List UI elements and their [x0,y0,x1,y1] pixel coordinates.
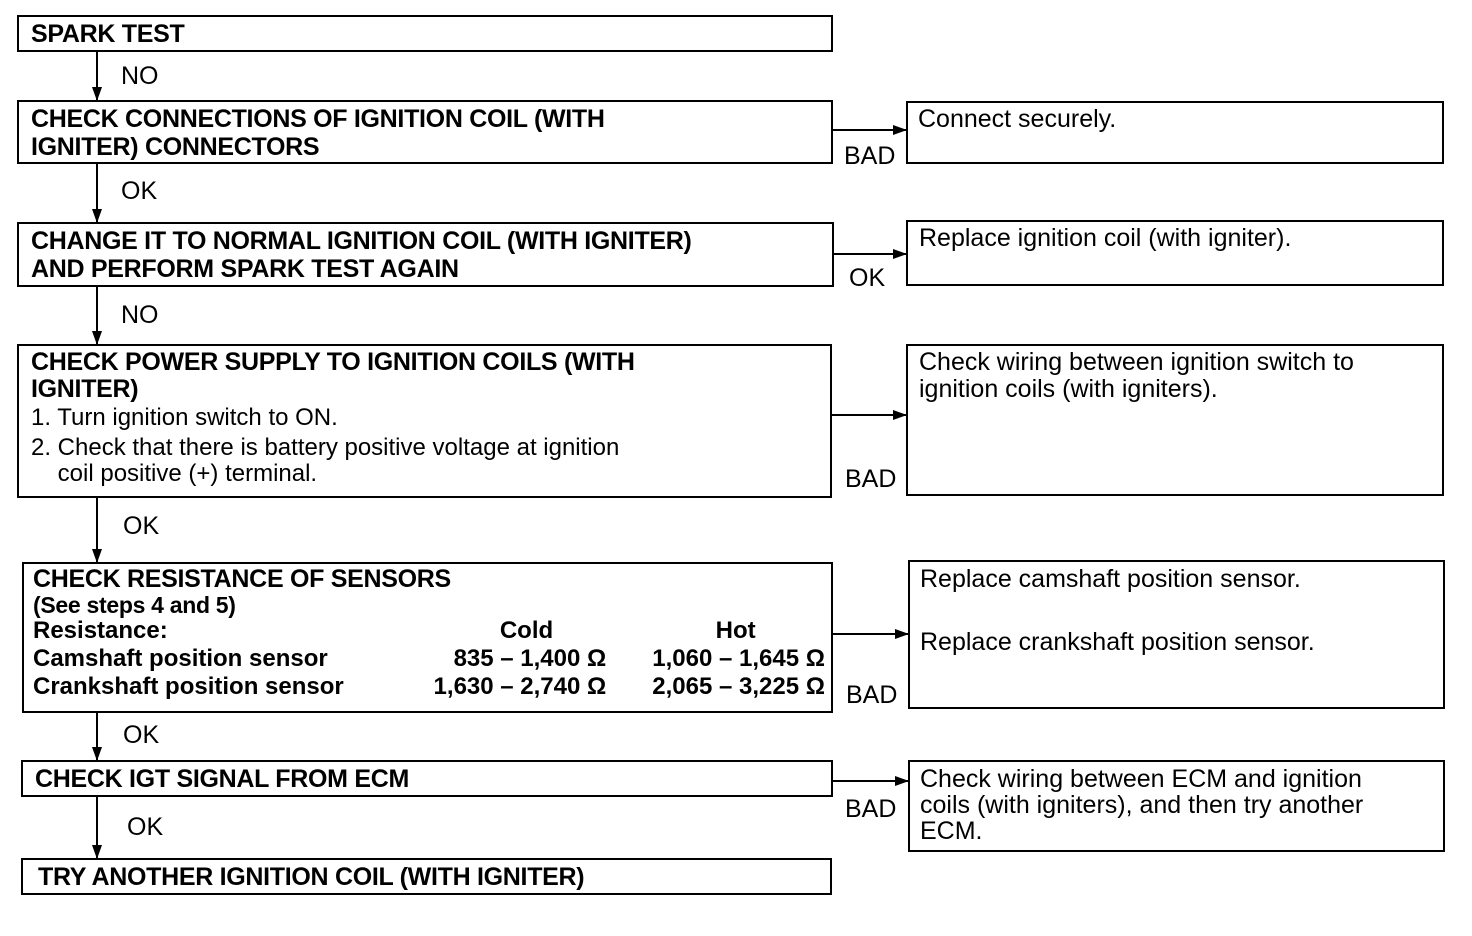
flow-label-bad: BAD [846,681,898,709]
flow-label-ok: OK [123,721,160,749]
step-spark-test-title: SPARK TEST [31,20,185,48]
resistance-table-header-row [33,617,825,645]
action-check-wiring-ignition-switch [906,344,1444,496]
flow-label-no: NO [121,301,159,329]
step-igt-signal [21,760,833,797]
flow-label-ok: OK [123,512,160,540]
action-check-wiring-ecm-line1: Check wiring between ECM and ignition [920,765,1362,793]
step-power-supply-item1: 1. Turn ignition switch to ON. [31,404,338,431]
action-replace-crankshaft-sensor: Replace crankshaft position sensor. [920,628,1315,656]
action-replace-ignition-coil-text: Replace ignition coil (with igniter). [919,224,1292,252]
sensor-name-cell: Camshaft position sensor [33,645,328,672]
action-replace-ignition-coil [906,220,1444,286]
flow-label-ok-side: OK [849,264,886,292]
resistance-spec-table [33,617,825,701]
hot-resistance-cell: 1,060 – 1,645 Ω [652,645,825,672]
cold-resistance-cell: 1,630 – 2,740 Ω [433,673,607,700]
action-connect-securely [906,101,1444,164]
resistance-header-label: Resistance: [33,617,168,644]
flow-label-bad: BAD [845,795,897,823]
sensor-name-cell: Crankshaft position sensor [33,673,344,700]
flow-label-ok: OK [121,177,158,205]
step-try-another-coil-title: TRY ANOTHER IGNITION COIL (WITH IGNITER) [38,863,585,891]
step-change-coil-title-line2: AND PERFORM SPARK TEST AGAIN [31,255,459,283]
step-try-another-coil [21,858,832,895]
step-power-supply [17,344,832,498]
cold-resistance-cell: 835 – 1,400 Ω [453,645,607,672]
step-power-supply-item2-line2: coil positive (+) terminal. [31,460,318,487]
step-spark-test [17,15,833,52]
action-check-wiring-ecm [908,760,1445,852]
step-change-coil-title-line1: CHANGE IT TO NORMAL IGNITION COIL (WITH IGNITER) [31,227,692,255]
step-check-connections-title-line1: CHECK CONNECTIONS OF IGNITION COIL (WITH [31,105,605,133]
step-check-connections-title-line2: IGNITER) CONNECTORS [31,133,320,161]
action-connect-securely-text: Connect securely. [918,105,1117,133]
action-check-wiring-switch-line1: Check wiring between ignition switch to [919,348,1354,376]
flow-label-bad: BAD [845,465,897,493]
step-power-supply-item2-line1: 2. Check that there is battery positive voltage at ignition [31,434,620,461]
action-replace-sensors [908,560,1445,709]
action-check-wiring-ecm-line2: coils (with igniters), and then try another [920,791,1364,819]
flow-label-ok: OK [127,813,164,841]
flow-label-no: NO [121,62,159,90]
step-check-resistance-title: CHECK RESISTANCE OF SENSORS [33,565,451,593]
step-check-resistance [22,562,833,713]
resistance-header-hot: Hot [715,617,756,644]
table-row [33,645,825,673]
resistance-header-cold: Cold [499,617,554,644]
flow-label-bad: BAD [844,142,896,170]
step-power-supply-title-line2: IGNITER) [31,375,139,403]
step-check-resistance-subtitle: (See steps 4 and 5) [33,592,236,618]
step-check-connections [17,100,833,164]
table-row [33,673,825,701]
action-check-wiring-switch-line2: ignition coils (with igniters). [919,375,1218,403]
action-check-wiring-ecm-line3: ECM. [920,817,983,845]
step-igt-signal-title: CHECK IGT SIGNAL FROM ECM [35,765,409,793]
step-power-supply-title-line1: CHECK POWER SUPPLY TO IGNITION COILS (WITH [31,348,635,376]
step-change-coil [17,222,834,287]
action-replace-camshaft-sensor: Replace camshaft position sensor. [920,565,1301,593]
hot-resistance-cell: 2,065 – 3,225 Ω [652,673,825,700]
